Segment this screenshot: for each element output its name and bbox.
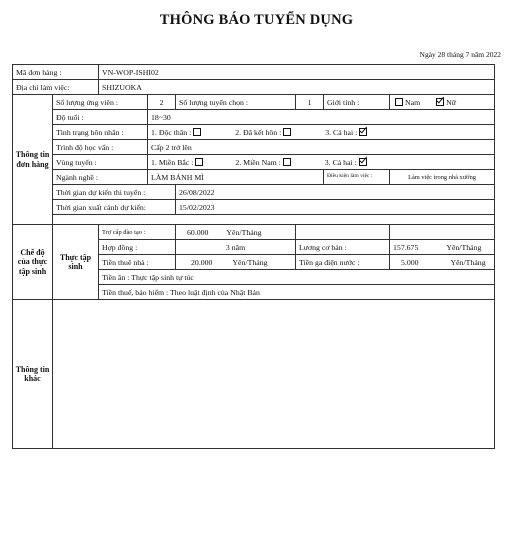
departure-value: 15/02/2023 bbox=[176, 200, 495, 215]
education-row bbox=[13, 140, 495, 155]
section-other: Thông tin khác bbox=[13, 300, 53, 449]
region-opt-south: 2. Miền Nam : bbox=[235, 157, 281, 167]
order-row bbox=[13, 65, 495, 80]
contract-value: 3 năm bbox=[176, 240, 296, 255]
location-row bbox=[13, 80, 495, 95]
marital-both-checkbox[interactable] bbox=[359, 128, 367, 136]
rent-amount: 20.000 bbox=[191, 257, 213, 267]
utility-unit: Yên/Tháng bbox=[450, 257, 486, 267]
utility-value bbox=[390, 255, 495, 270]
work-condition-value: Làm việc trong nhà xưởng bbox=[390, 170, 495, 185]
marital-opt-single: 1. Độc thân : bbox=[151, 127, 192, 137]
allowance-amount: 60.000 bbox=[187, 227, 209, 237]
job-row bbox=[13, 170, 495, 185]
marital-opt-both: 3. Cả hai : bbox=[325, 127, 358, 137]
departure-label: Thời gian xuất cảnh dự kiến: bbox=[53, 200, 176, 215]
marital-single-checkbox[interactable] bbox=[193, 128, 201, 136]
age-row bbox=[13, 110, 495, 125]
exam-value: 26/08/2022 bbox=[176, 185, 495, 200]
age-label: Độ tuổi : bbox=[53, 110, 148, 125]
tax-text: Tiền thuế, bảo hiểm : Theo luật định của Nhật Bản bbox=[99, 285, 495, 300]
region-row bbox=[13, 155, 495, 170]
allowance-label: Trợ cấp đào tạo : bbox=[99, 225, 176, 240]
allowance-unit: Yên/Tháng bbox=[226, 227, 262, 237]
departure-row bbox=[13, 200, 495, 215]
order-value: VN-WOP-ISHI02 bbox=[99, 65, 495, 80]
section-benefits: Chế độ của thực tập sinh bbox=[13, 225, 53, 300]
gender-options bbox=[390, 95, 495, 110]
education-value: Cấp 2 trở lên bbox=[148, 140, 495, 155]
contract-label: Hợp đồng : bbox=[99, 240, 176, 255]
region-south-checkbox[interactable] bbox=[283, 158, 291, 166]
location-label: Địa chỉ làm việc: bbox=[13, 80, 99, 95]
other-info-content bbox=[53, 300, 495, 449]
utility-label: Tiền ga điện nước : bbox=[296, 255, 390, 270]
order-label: Mã đơn hàng : bbox=[13, 65, 99, 80]
region-north-checkbox[interactable] bbox=[195, 158, 203, 166]
male-label: Nam bbox=[405, 97, 421, 107]
work-condition-label: Điều kiện làm việc : bbox=[324, 170, 390, 185]
job-label: Ngành nghề : bbox=[53, 170, 148, 185]
region-opt-north: 1. Miền Bắc : bbox=[151, 157, 194, 167]
count-value: 2 bbox=[148, 95, 176, 110]
select-label: Số lượng tuyển chọn : bbox=[176, 95, 296, 110]
job-value: LÀM BÁNH MÌ bbox=[148, 170, 324, 185]
document-date: Ngày 28 tháng 7 năm 2022 bbox=[419, 50, 501, 59]
region-options bbox=[148, 155, 495, 170]
other-info-row bbox=[13, 300, 495, 449]
allowance-value bbox=[176, 225, 296, 240]
rent-label: Tiền thuê nhà : bbox=[99, 255, 176, 270]
location-value: SHIZUOKA bbox=[99, 80, 495, 95]
region-opt-both: 3. Cả hai : bbox=[324, 157, 357, 167]
marital-married-checkbox[interactable] bbox=[283, 128, 291, 136]
rent-value bbox=[176, 255, 296, 270]
salary-amount: 157.675 bbox=[393, 242, 419, 252]
allowance-row bbox=[13, 225, 495, 240]
marital-label: Tình trạng hôn nhân : bbox=[53, 125, 148, 140]
utility-amount: 5.000 bbox=[401, 257, 419, 267]
rent-unit: Yên/Tháng bbox=[232, 257, 268, 267]
salary-value bbox=[390, 240, 495, 255]
age-value: 18~30 bbox=[148, 110, 495, 125]
exam-row bbox=[13, 185, 495, 200]
count-label: Số lượng ứng viên : bbox=[53, 95, 148, 110]
salary-unit: Yên/Tháng bbox=[446, 242, 482, 252]
education-label: Trình độ học vấn : bbox=[53, 140, 148, 155]
salary-label: Lương cơ bản : bbox=[296, 240, 390, 255]
order-spacer-row bbox=[13, 215, 495, 225]
region-both-checkbox[interactable] bbox=[359, 158, 367, 166]
section-trainee: Thực tập sinh bbox=[53, 225, 99, 300]
select-value: 1 bbox=[296, 95, 324, 110]
section-order-info: Thông tin đơn hàng bbox=[13, 95, 53, 225]
exam-label: Thời gian dự kiến thi tuyển : bbox=[53, 185, 176, 200]
marital-row bbox=[13, 125, 495, 140]
marital-opt-married: 2. Đã kết hôn : bbox=[235, 127, 282, 137]
female-checkbox[interactable] bbox=[436, 98, 444, 106]
marital-options bbox=[148, 125, 495, 140]
male-checkbox[interactable] bbox=[395, 98, 403, 106]
meal-text: Tiền ăn : Thực tập sinh tự túc bbox=[99, 270, 495, 285]
page-title: THÔNG BÁO TUYỂN DỤNG bbox=[159, 12, 354, 28]
recruit-count-row bbox=[13, 95, 495, 110]
female-label: Nữ bbox=[446, 97, 456, 107]
recruitment-form bbox=[12, 64, 495, 449]
region-label: Vùng tuyển : bbox=[53, 155, 148, 170]
gender-label: Giới tính : bbox=[324, 95, 390, 110]
